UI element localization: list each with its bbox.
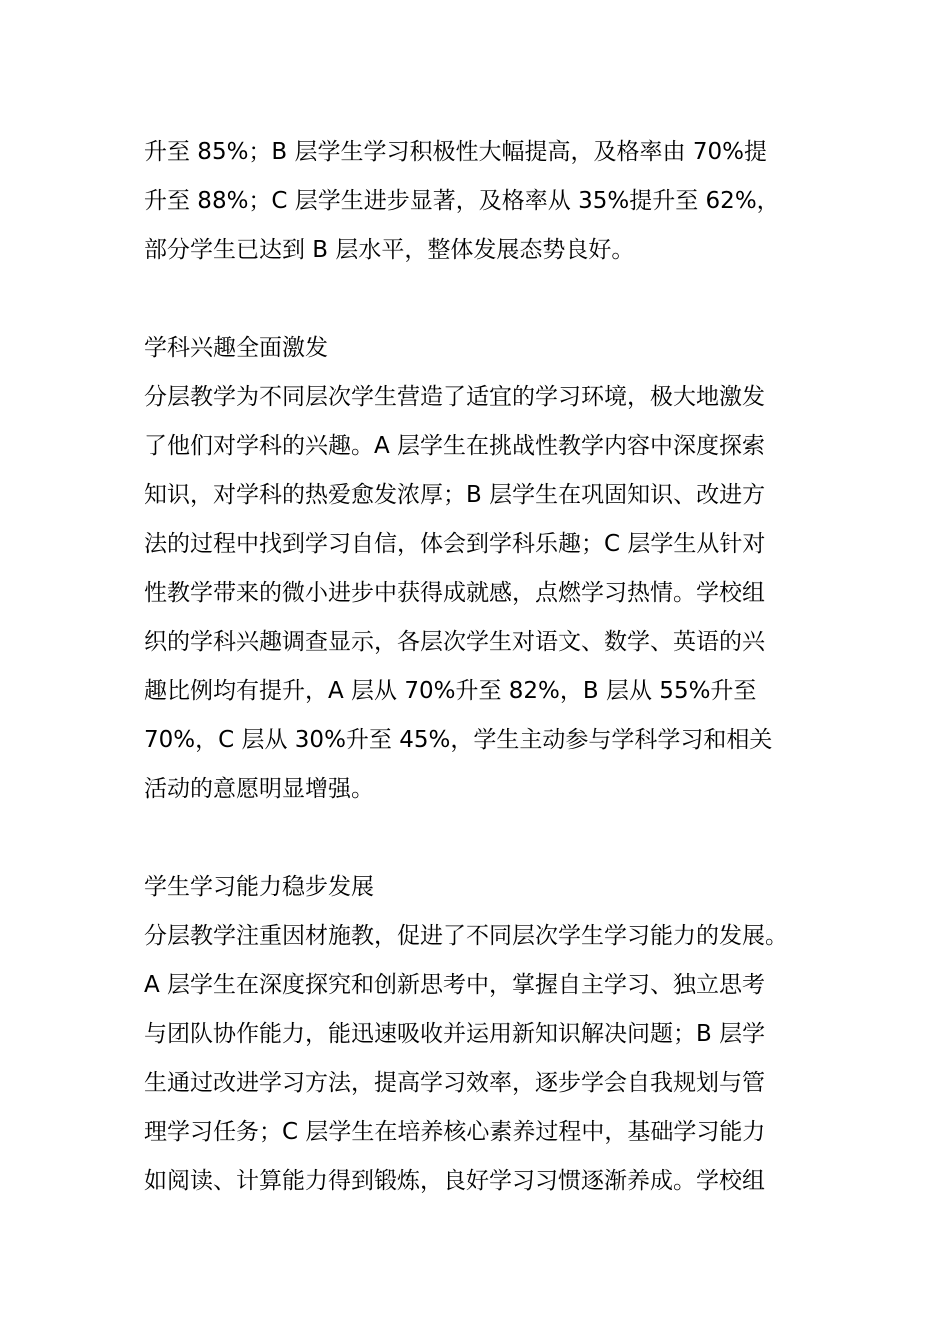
section-subject-interest <box>144 324 824 814</box>
paragraph-spacer <box>144 275 824 324</box>
paragraph-spacer <box>144 814 824 863</box>
text-line: 织的学科兴趣调查显示，各层次学生对语文、数学、英语的兴 <box>144 629 765 655</box>
text-line: 升至 88%；C 层学生进步显著，及格率从 35%提升至 62%， <box>144 188 780 214</box>
text-line: 性教学带来的微小进步中获得成就感，点燃学习热情。学校组 <box>144 580 765 606</box>
text-line: A 层学生在深度探究和创新思考中，掌握自主学习、独立思考 <box>144 972 766 998</box>
text-line: 如阅读、计算能力得到锻炼，良好学习习惯逐渐养成。学校组 <box>144 1168 765 1194</box>
text-line: 升至 85%；B 层学生学习积极性大幅提高，及格率由 70%提 <box>144 139 767 165</box>
section-learning-ability <box>144 863 824 1206</box>
text-line: 知识，对学科的热爱愈发浓厚；B 层学生在巩固知识、改进方 <box>144 482 766 508</box>
text-line: 部分学生已达到 B 层水平，整体发展态势良好。 <box>144 237 635 263</box>
text-line: 理学习任务；C 层学生在培养核心素养过程中，基础学习能力 <box>144 1119 766 1145</box>
section-heading: 学生学习能力稳步发展 <box>144 874 374 900</box>
document-page <box>144 128 824 1206</box>
text-line: 法的过程中找到学习自信，体会到学科乐趣；C 层学生从针对 <box>144 531 766 557</box>
text-line: 分层教学为不同层次学生营造了适宜的学习环境，极大地激发 <box>144 384 765 410</box>
paragraph-continuation <box>144 128 824 275</box>
text-line: 与团队协作能力，能迅速吸收并运用新知识解决问题；B 层学 <box>144 1021 766 1047</box>
text-line: 活动的意愿明显增强。 <box>144 776 374 802</box>
section-heading: 学科兴趣全面激发 <box>144 335 328 361</box>
text-line: 70%，C 层从 30%升至 45%，学生主动参与学科学习和相关 <box>144 727 773 753</box>
text-line: 生通过改进学习方法，提高学习效率，逐步学会自我规划与管 <box>144 1070 765 1096</box>
text-line: 了他们对学科的兴趣。A 层学生在挑战性教学内容中深度探索 <box>144 433 766 459</box>
text-line: 趣比例均有提升，A 层从 70%升至 82%，B 层从 55%升至 <box>144 678 757 704</box>
text-line: 分层教学注重因材施教，促进了不同层次学生学习能力的发展。 <box>144 923 788 949</box>
